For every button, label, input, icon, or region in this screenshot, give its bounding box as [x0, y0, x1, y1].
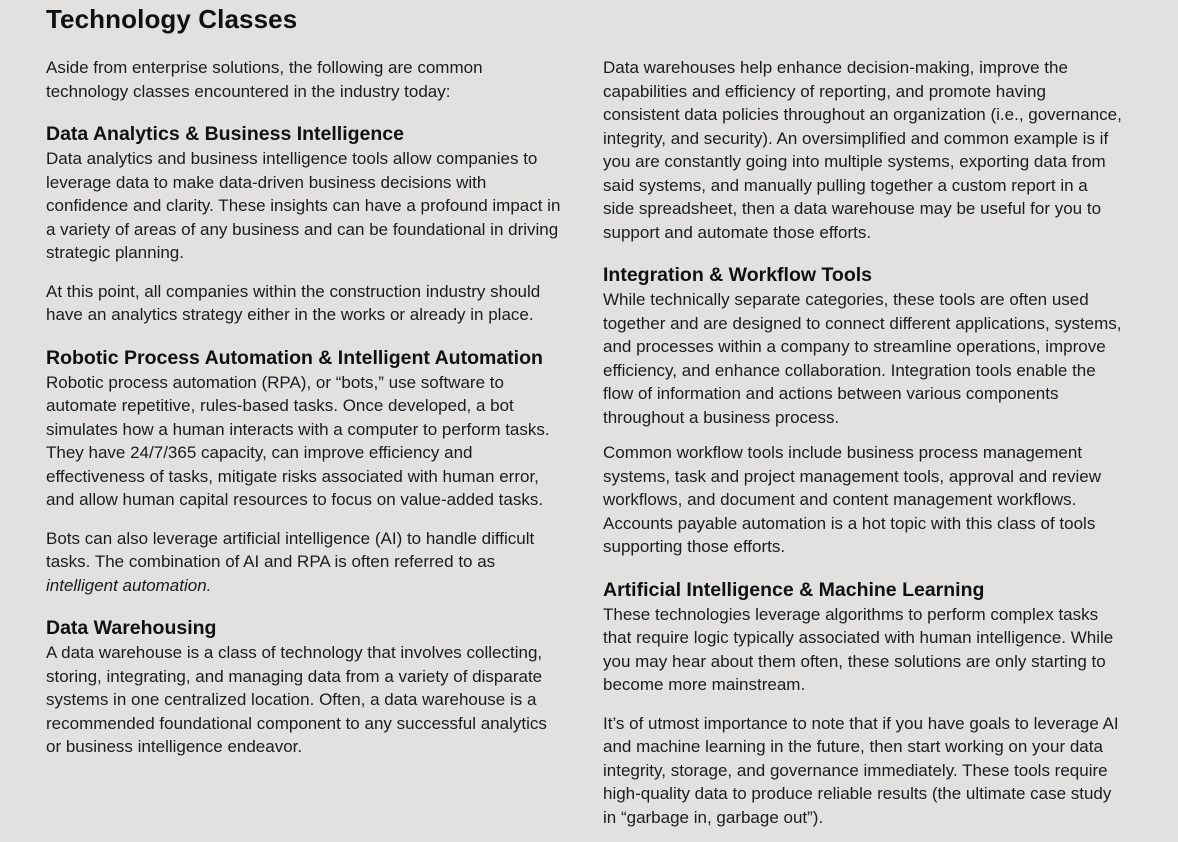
section-heading-data-analytics: Data Analytics & Business Intelligence [46, 123, 404, 145]
section-paragraph: At this point, all companies within the construction industry should have an analytics strategy either in the works or already in place. [46, 281, 541, 324]
intro-paragraph: Aside from enterprise solutions, the following are common technology classes encountered in the industry today: [46, 58, 483, 101]
section-paragraph: Robotic process automation (RPA), or “bots,” use software to automate repetitive, rules-based tasks. Once developed, a bot simulates how a human interacts with a computer to perform tasks. They have 24/7/365 capacity, can improve efficiency and effectiveness of tasks, mitigate risks associated with human error, and allow human capital resources to focus on value-added tasks. [46, 372, 550, 509]
section-heading-integration-workflow: Integration & Workflow Tools [603, 264, 873, 286]
section-heading-data-warehousing: Data Warehousing [46, 617, 217, 639]
section-paragraph [46, 527, 561, 598]
rpa-ai-text: Bots can also leverage artificial intelligence (AI) to handle difficult tasks. The combination of AI and RPA is often referred to as [46, 528, 535, 571]
section-heading-ai-ml: Artificial Intelligence & Machine Learning [603, 578, 985, 601]
right-column [603, 56, 1123, 829]
section-paragraph: Data analytics and business intelligence tools allow companies to leverage data to make data-driven business decisions with confidence and clarity. These insights can have a profound impact in a variety of areas of any business and can be foundational in driving strategic planning. [46, 149, 561, 262]
section-paragraph: Common workflow tools include business process management systems, task and project management tools, approval and review workflows, and document and content management workflows. Accounts payable automation is a hot topic with this class of tools supporting those efforts. [603, 443, 1101, 556]
section-heading-rpa: Robotic Process Automation & Intelligent Automation [46, 346, 543, 369]
data-warehouse-continued-paragraph: Data warehouses help enhance decision-making, improve the capabilities and efficiency of reporting, and promote having consistent data policies throughout an organization (i.e., governance, integrity, and security). An oversimplified and common example is if you are constantly going into multiple systems, exporting data from said systems, and manually pulling together a custom report in a side spreadsheet, then a data warehouse may be useful for you to support and automate those efforts. [603, 58, 1122, 242]
section-paragraph: These technologies leverage algorithms to perform complex tasks that require logic typically associated with human intelligence. While you may hear about them often, these solutions are only starting to become more mainstream. [603, 604, 1114, 694]
section-paragraph: A data warehouse is a class of technology that involves collecting, storing, integrating, and managing data from a variety of disparate systems in one centralized location. Often, a data warehouse is a recommended foundational component to any successful analytics or business intelligence endeavor. [46, 643, 547, 756]
section-paragraph: While technically separate categories, these tools are often used together and are designed to connect different applications, systems, and processes within a company to streamline operations, improve efficiency, and enhance collaboration. Integration tools enable the flow of information and actions between various components throughout a business process. [603, 290, 1122, 427]
section-paragraph: It’s of utmost importance to note that if you have goals to leverage AI and machine learning in the future, then start working on your data integrity, storage, and governance immediately. These tools require high-quality data to produce reliable results (the ultimate case study in “garbage in, garbage out”). [603, 713, 1119, 827]
left-column [46, 56, 561, 759]
page-title: Technology Classes [46, 4, 298, 34]
intelligent-automation-term: intelligent automation. [46, 575, 212, 595]
